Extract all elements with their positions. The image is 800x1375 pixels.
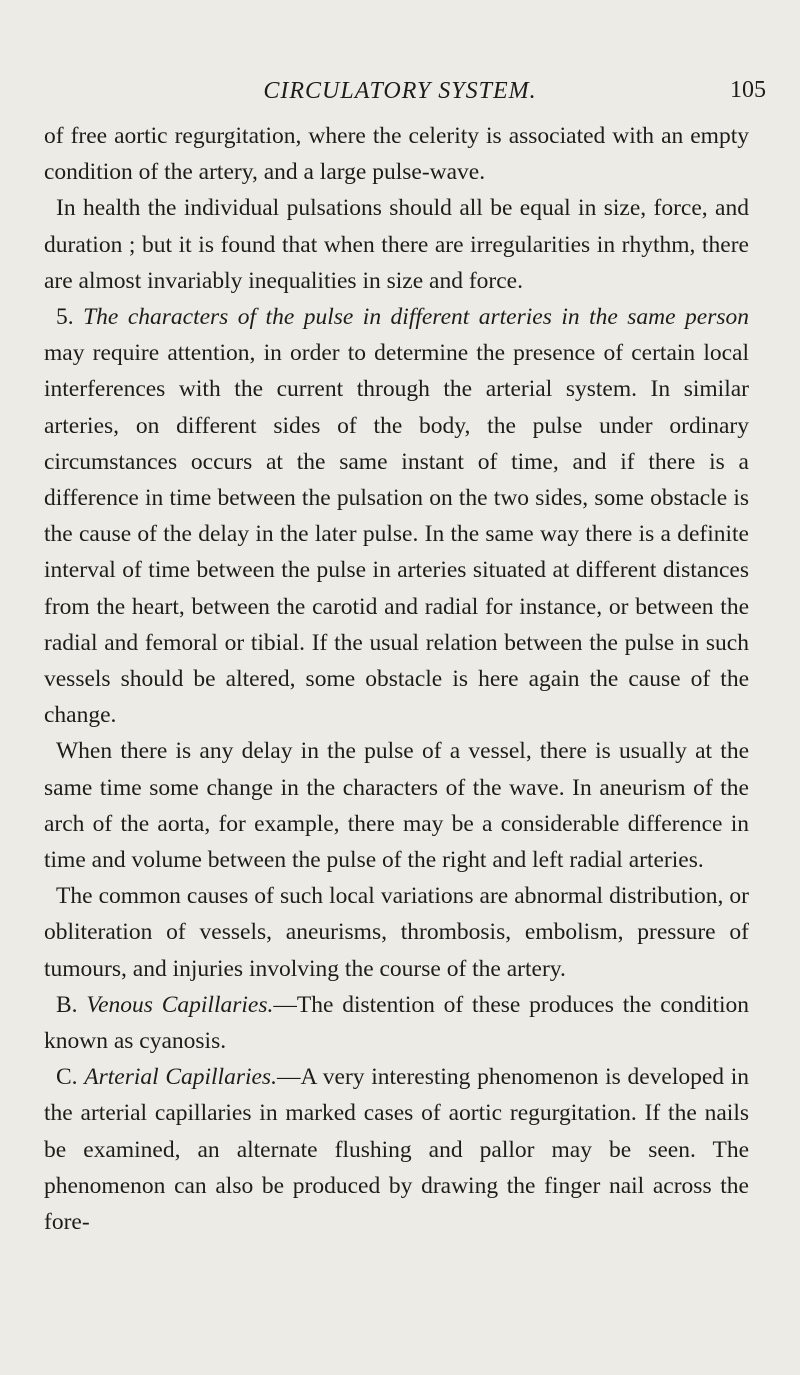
paragraph-text: When there is any delay in the pulse of a vessel, there is usually at the same time some change in the characters of the wave. In aneurism of the arch of the aorta, for example, there may be a considerable difference in time and volume between the pulse of the right and left radial arteries. <box>44 738 749 874</box>
page-number: 105 <box>730 77 766 103</box>
paragraph-text: —The distention of these produces the condition known as cyanosis. <box>44 991 750 1055</box>
paragraph <box>44 118 749 190</box>
paragraph <box>44 190 749 299</box>
paragraph-text: may require attention, in order to determine the presence of certain local interferences with the current through the arterial system. In similar arteries, on different sides of the body, the pulse under ordinary circumstances occurs at the same instant of time, and if there is a difference in time between the pulsation on the two sides, some obstacle is the cause of the delay in the later pulse. In the same way there is a definite interval of time between the pulse in arteries situated at different distances from the heart, between the carotid and radial for instance, or between the radial and femoral or tibial. If the usual relation between the pulse in such vessels should be altered, some obstacle is here again the cause of the change. <box>44 340 749 729</box>
paragraph <box>44 1059 749 1240</box>
section-heading: Venous Capillaries. <box>86 991 274 1018</box>
paragraph-text: In health the individual pulsations should all be equal in size, force, and duration ; but it is found that when there are irregularities in rhythm, there are almost invariably inequalities in size and force. <box>44 195 749 294</box>
section-number: C. <box>56 1064 78 1091</box>
paragraph <box>44 987 749 1059</box>
body-text <box>44 118 749 1240</box>
paragraph-text: of free aortic regurgitation, where the celerity is associated with an empty condition of the artery, and a large pulse-wave. <box>44 123 749 186</box>
section-number: 5. <box>56 304 74 331</box>
paragraph-text: The common causes of such local variations are abnormal distribution, or obliteration of vessels, aneurisms, thrombosis, embolism, pressure of tumours, and injuries involving the course of the artery. <box>44 883 749 982</box>
section-heading: Arterial Capillaries. <box>84 1064 277 1091</box>
paragraph <box>44 733 749 878</box>
paragraph-text: —A very interesting phenomenon is developed in the arterial capillaries in marked cases of aortic regurgitation. If the nails be examined, an alternate flushing and pallor may be seen. The phenomenon can also be produced by drawing the finger nail across the fore- <box>44 1064 749 1236</box>
section-heading: The characters of the pulse in different arteries in the same person <box>83 304 749 331</box>
section-number: B. <box>56 991 78 1018</box>
running-title: CIRCULATORY SYSTEM. <box>263 78 537 104</box>
paragraph <box>44 299 749 733</box>
paragraph <box>44 878 749 987</box>
